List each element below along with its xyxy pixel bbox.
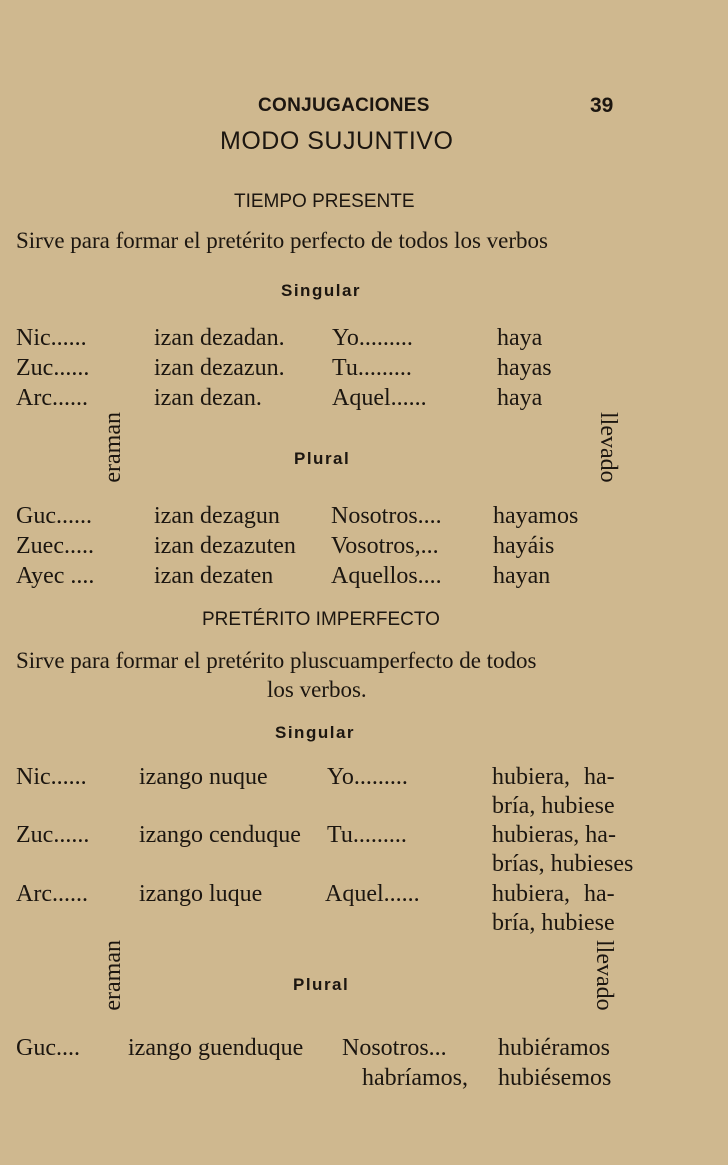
spanish-verb: haya [497, 325, 543, 351]
mode-title: MODO SUJUNTIVO [220, 127, 454, 155]
basque-pronoun: Nic...... [16, 325, 87, 351]
present-description: Sirve para formar el pretérito perfecto de todos los verbos [16, 228, 548, 253]
left-vertical-label: eraman [100, 940, 126, 1011]
spanish-verb: hayáis [493, 533, 555, 559]
spanish-verb-line1: hubiera, ha- [492, 881, 615, 907]
right-vertical-label: llevado [591, 940, 617, 1011]
spanish-verb-line2-prefix: habríamos, [362, 1065, 468, 1091]
spanish-verb-line2: hubiésemos [498, 1065, 612, 1091]
basque-verb: izan dezan. [154, 385, 262, 411]
spanish-pronoun: Yo......... [332, 325, 413, 351]
basque-pronoun: Guc.... [16, 1035, 80, 1061]
spanish-pronoun: Aquel...... [332, 385, 427, 411]
spanish-pronoun: Tu......... [332, 355, 412, 381]
basque-verb: izan dezazun. [154, 355, 285, 381]
page-number: 39 [590, 94, 614, 117]
spanish-pronoun: Nosotros.... [331, 503, 442, 529]
spanish-verb-line1: hubieras, ha- [492, 822, 616, 848]
spanish-verb: hayamos [493, 503, 579, 529]
basque-verb: izango nuque [139, 764, 268, 790]
section-title-present: TIEMPO PRESENTE [234, 191, 415, 212]
spanish-verb: hayas [497, 355, 552, 381]
imperfect-description-line1: Sirve para formar el pretérito pluscuamperfecto de todos [16, 648, 537, 673]
basque-pronoun: Arc...... [16, 881, 88, 907]
spanish-pronoun: Aquel...... [325, 881, 420, 907]
basque-verb: izan dezadan. [154, 325, 285, 351]
running-head: CONJUGACIONES [258, 95, 430, 116]
basque-pronoun: Ayec .... [16, 563, 95, 589]
basque-pronoun: Zuec..... [16, 533, 94, 559]
spanish-verb: haya [497, 385, 543, 411]
present-singular-label: Singular [281, 281, 362, 300]
basque-verb: izan dezaten [154, 563, 274, 589]
imperfect-plural-label: Plural [293, 975, 350, 994]
spanish-verb: hayan [493, 563, 551, 589]
spanish-pronoun: Nosotros... [342, 1035, 447, 1061]
basque-pronoun: Arc...... [16, 385, 88, 411]
spanish-verb-line1: hubiera, ha- [492, 764, 615, 790]
spanish-verb-line2: brías, hubieses [492, 851, 634, 877]
spanish-pronoun: Aquellos.... [331, 563, 442, 589]
basque-verb: izango guenduque [128, 1035, 304, 1061]
spanish-pronoun: Tu......... [327, 822, 407, 848]
imperfect-singular-label: Singular [275, 723, 356, 742]
basque-verb: izan dezazuten [154, 533, 296, 559]
right-vertical-label: llevado [595, 412, 621, 483]
basque-verb: izango luque [139, 881, 263, 907]
basque-verb: izango cenduque [139, 822, 301, 848]
basque-pronoun: Guc...... [16, 503, 92, 529]
spanish-pronoun: Yo......... [327, 764, 408, 790]
present-plural-label: Plural [294, 449, 351, 468]
basque-verb: izan dezagun [154, 503, 280, 529]
spanish-verb-line2: bría, hubiese [492, 793, 615, 819]
left-vertical-label: eraman [100, 412, 126, 483]
spanish-verb-line1: hubiéramos [498, 1035, 610, 1061]
spanish-verb-line2: bría, hubiese [492, 910, 615, 936]
imperfect-description-line2: los verbos. [267, 677, 367, 702]
basque-pronoun: Nic...... [16, 764, 87, 790]
spanish-pronoun: Vosotros,... [331, 533, 439, 559]
section-title-imperfect: PRETÉRITO IMPERFECTO [202, 609, 440, 630]
basque-pronoun: Zuc...... [16, 822, 90, 848]
basque-pronoun: Zuc...... [16, 355, 90, 381]
